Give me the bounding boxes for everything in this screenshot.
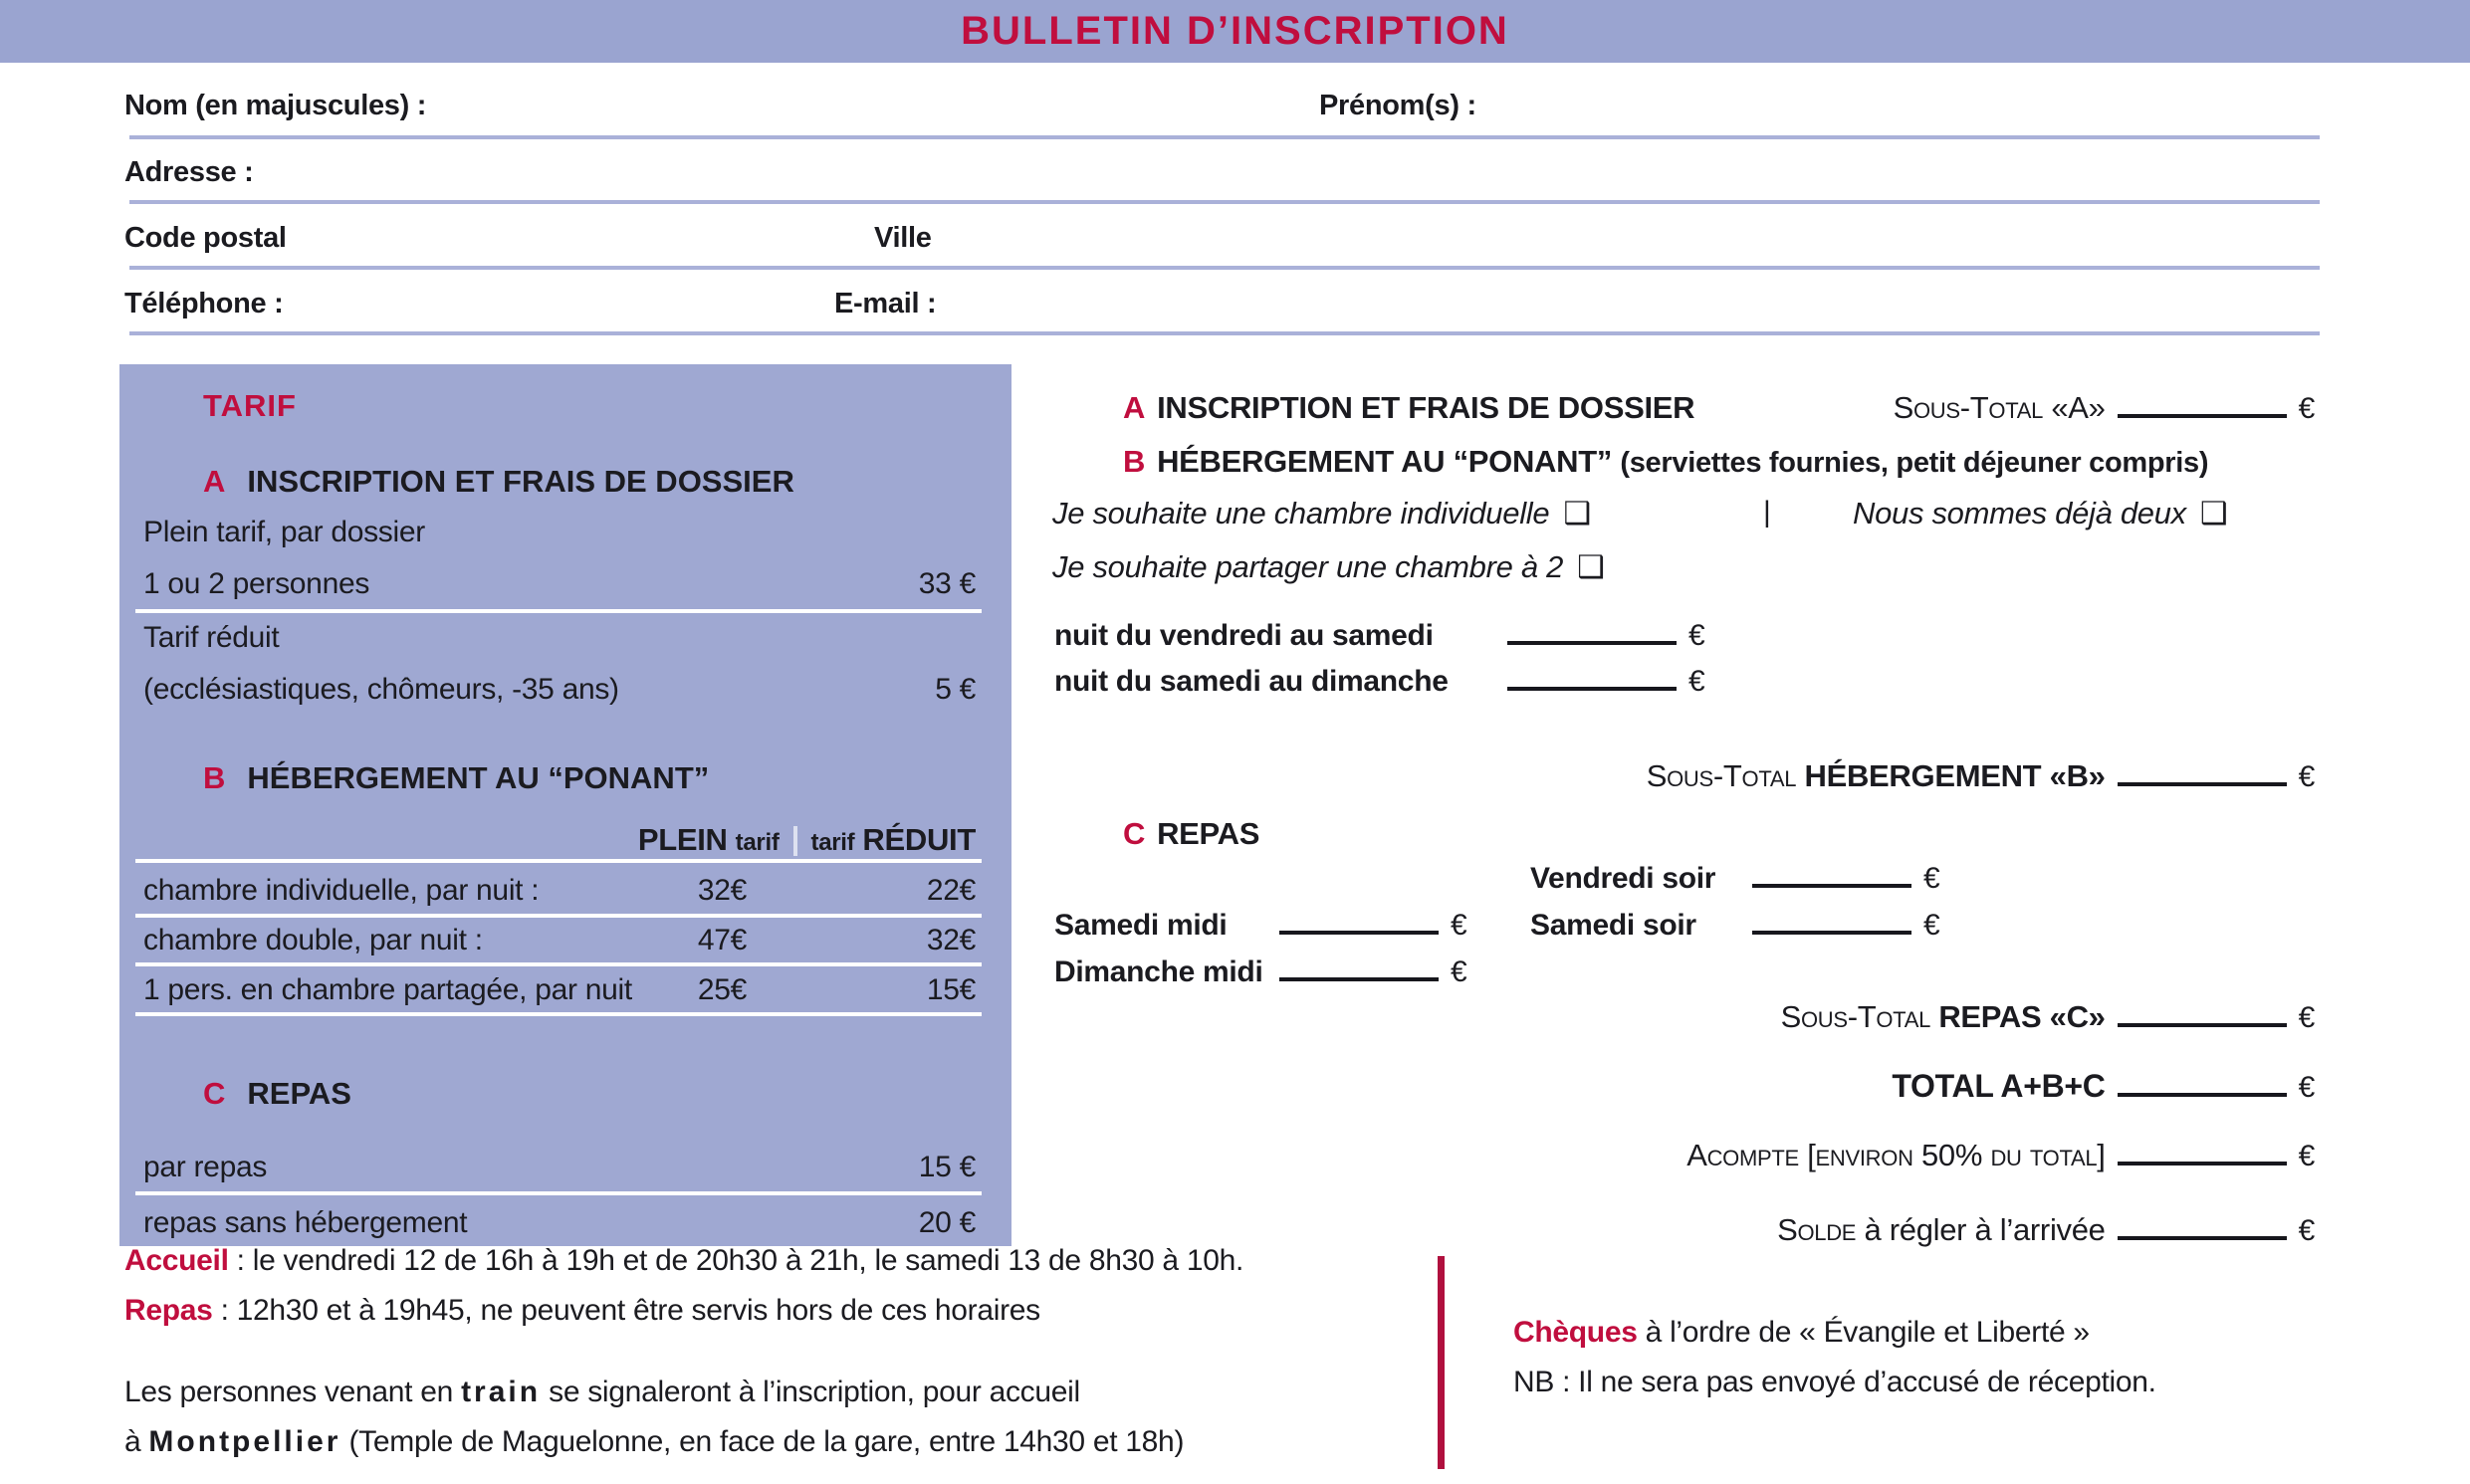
right-section-c-letter: C bbox=[1123, 816, 1146, 851]
option-already-two bbox=[1853, 496, 2227, 531]
subtotal-c-smallcaps: Sous-Total bbox=[1780, 999, 1930, 1034]
nb-note: NB : Il ne sera pas envoyé d’accusé de réception. bbox=[1513, 1366, 2156, 1398]
balance-smallcaps: Solde bbox=[1777, 1212, 1857, 1247]
code-postal-label: Code postal bbox=[124, 222, 287, 254]
already-two-checkbox[interactable]: ❑ bbox=[2199, 496, 2228, 530]
subtotal-c-row bbox=[1781, 999, 2315, 1035]
tarif-panel-title: TARIF bbox=[203, 388, 297, 423]
cheques-note-label: Chèques bbox=[1513, 1316, 1638, 1349]
euro-sign: € bbox=[1451, 955, 1467, 988]
accueil-note-text: : le vendredi 12 de 16h à 19h et de 20h30 à 21h, le samedi 13 de 8h30 à 10h. bbox=[228, 1244, 1244, 1277]
room-single-label: chambre individuelle, par nuit : bbox=[143, 874, 540, 907]
prenom-label: Prénom(s) : bbox=[1319, 90, 1476, 121]
panel-white-line bbox=[135, 1191, 982, 1195]
meal-sunday-noon-blank-field[interactable] bbox=[1279, 977, 1439, 981]
panel-white-line bbox=[135, 609, 982, 613]
table-row bbox=[143, 973, 976, 1007]
subtotal-a-label: Sous-Total «A» bbox=[1893, 390, 2106, 425]
room-double-reduced-price: 32€ bbox=[926, 924, 976, 956]
night-saturday-blank-field[interactable] bbox=[1507, 687, 1677, 691]
meal-saturday-evening-blank-field[interactable] bbox=[1752, 931, 1911, 935]
euro-sign: € bbox=[1923, 909, 1940, 942]
repas-note-label: Repas bbox=[124, 1294, 213, 1327]
adresse-label: Adresse : bbox=[124, 156, 254, 188]
right-section-b-letter: B bbox=[1123, 444, 1146, 479]
panel-row-tarif-reduit-label: Tarif réduit bbox=[143, 621, 280, 654]
panel-row-plein-tarif bbox=[143, 516, 976, 549]
table-row bbox=[143, 874, 976, 908]
night-friday-blank-field[interactable] bbox=[1507, 641, 1677, 645]
subtotal-b-row bbox=[1647, 758, 2315, 794]
panel-section-a-title: INSCRIPTION ET FRAIS DE DOSSIER bbox=[247, 464, 794, 499]
right-section-c-heading bbox=[1123, 816, 1259, 852]
email-label: E-mail : bbox=[834, 288, 937, 319]
room-shared-label: 1 pers. en chambre partagée, par nuit bbox=[143, 973, 632, 1006]
balance-row bbox=[1777, 1212, 2315, 1248]
right-section-a-letter: A bbox=[1123, 390, 1146, 425]
accueil-note bbox=[124, 1244, 1243, 1278]
panel-section-c-heading bbox=[203, 1076, 351, 1112]
balance-blank-field[interactable] bbox=[2118, 1236, 2287, 1240]
subtotal-a-row bbox=[1894, 390, 2315, 426]
panel-row-1ou2 bbox=[143, 567, 976, 601]
accueil-note-label: Accueil bbox=[124, 1244, 229, 1277]
deposit-blank-field[interactable] bbox=[2118, 1162, 2287, 1166]
panel-row-tarif-reduit bbox=[143, 621, 976, 655]
panel-section-c-letter: C bbox=[203, 1076, 226, 1111]
col-plein-strong: PLEIN bbox=[637, 822, 728, 857]
right-section-b-note: (serviettes fournies, petit déjeuner compris) bbox=[1620, 447, 2209, 479]
panel-row-ecclesiastiques-price: 5 € bbox=[935, 673, 976, 706]
telephone-label: Téléphone : bbox=[124, 288, 284, 319]
euro-sign: € bbox=[1923, 862, 1940, 895]
title-band bbox=[0, 0, 2470, 63]
montpellier-bold: Montpellier bbox=[148, 1425, 341, 1458]
repas-note-text: : 12h30 et à 19h45, ne peuvent être servis hors de ces horaires bbox=[212, 1294, 1040, 1327]
room-double-full-price: 47€ bbox=[697, 924, 747, 956]
room-shared-full-price: 25€ bbox=[697, 973, 747, 1006]
panel-row-repas-sans-hebergement-price: 20 € bbox=[918, 1206, 976, 1239]
meal-saturday-noon-blank-field[interactable] bbox=[1279, 931, 1439, 935]
cheques-note-text: à l’ordre de « Évangile et Liberté » bbox=[1637, 1316, 2090, 1349]
panel-row-repas-sans-hebergement-label: repas sans hébergement bbox=[143, 1206, 468, 1239]
panel-section-b-letter: B bbox=[203, 760, 226, 795]
right-section-a-heading bbox=[1123, 390, 1694, 426]
panel-row-par-repas-price: 15 € bbox=[918, 1151, 976, 1183]
euro-sign: € bbox=[1451, 909, 1467, 942]
page-title: BULLETIN D’INSCRIPTION bbox=[961, 9, 1509, 53]
train-note-line2 bbox=[124, 1425, 1184, 1459]
montpellier-pre: à bbox=[124, 1425, 149, 1458]
option-single-room bbox=[1052, 496, 1591, 531]
night-friday-label: nuit du vendredi au samedi bbox=[1054, 619, 1434, 652]
night-saturday-label: nuit du samedi au dimanche bbox=[1054, 665, 1449, 698]
night-saturday-row bbox=[1054, 665, 1704, 699]
panel-white-line bbox=[135, 914, 982, 918]
panel-row-1ou2-label: 1 ou 2 personnes bbox=[143, 567, 370, 600]
euro-sign: € bbox=[2298, 760, 2315, 793]
panel-row-ecclesiastiques bbox=[143, 673, 976, 707]
ville-label: Ville bbox=[874, 222, 932, 254]
nom-field-line[interactable] bbox=[129, 135, 2320, 139]
deposit-row bbox=[1686, 1138, 2315, 1173]
euro-sign: € bbox=[2298, 1214, 2315, 1247]
euro-sign: € bbox=[2298, 1071, 2315, 1104]
panel-b-column-header bbox=[143, 822, 976, 858]
total-blank-field[interactable] bbox=[2118, 1093, 2287, 1097]
panel-white-line bbox=[135, 859, 982, 863]
code-postal-field-line[interactable] bbox=[129, 266, 2320, 270]
option-single-room-label: Je souhaite une chambre individuelle bbox=[1052, 496, 1550, 530]
meal-saturday-evening-label: Samedi soir bbox=[1530, 909, 1696, 942]
room-shared-reduced-price: 15€ bbox=[926, 973, 976, 1006]
telephone-field-line[interactable] bbox=[129, 331, 2320, 335]
subtotal-b-rest: HÉBERGEMENT «B» bbox=[1796, 758, 2106, 793]
panel-white-line bbox=[135, 1012, 982, 1016]
single-room-checkbox[interactable]: ❑ bbox=[1563, 496, 1591, 530]
panel-section-a-heading bbox=[203, 464, 794, 500]
right-section-b-heading bbox=[1123, 444, 2208, 480]
panel-white-line bbox=[135, 962, 982, 966]
meal-friday-evening-row bbox=[1530, 862, 1939, 896]
panel-section-a-letter: A bbox=[203, 464, 226, 499]
options-divider: | bbox=[1763, 496, 1771, 529]
right-section-b-title: HÉBERGEMENT AU “PONANT” bbox=[1157, 444, 1621, 479]
meal-saturday-noon-row bbox=[1054, 909, 1466, 943]
col-plein-small: tarif bbox=[735, 829, 780, 856]
panel-row-1ou2-price: 33 € bbox=[918, 567, 976, 600]
col-reduit-strong: RÉDUIT bbox=[862, 822, 976, 857]
panel-row-plein-tarif-label: Plein tarif, par dossier bbox=[143, 516, 425, 548]
subtotal-c-blank-field[interactable] bbox=[2118, 1023, 2287, 1027]
room-single-reduced-price: 22€ bbox=[926, 874, 976, 907]
room-double-label: chambre double, par nuit : bbox=[143, 924, 483, 956]
panel-row-par-repas bbox=[143, 1151, 976, 1184]
column-divider bbox=[793, 826, 797, 856]
subtotal-b-blank-field[interactable] bbox=[2118, 782, 2287, 786]
tarif-panel bbox=[119, 364, 1011, 1246]
train-note-line1 bbox=[124, 1376, 1080, 1409]
panel-section-b-title: HÉBERGEMENT AU “PONANT” bbox=[247, 760, 710, 795]
deposit-label: Acompte [environ 50% du total] bbox=[1686, 1138, 2106, 1172]
right-section-a-title: INSCRIPTION ET FRAIS DE DOSSIER bbox=[1157, 390, 1695, 425]
room-single-full-price: 32€ bbox=[697, 874, 747, 907]
col-reduit-small: tarif bbox=[810, 829, 855, 856]
option-share-room-label: Je souhaite partager une chambre à 2 bbox=[1052, 549, 1564, 584]
option-already-two-label: Nous sommes déjà deux bbox=[1853, 496, 2186, 530]
meal-sunday-noon-label: Dimanche midi bbox=[1054, 955, 1263, 988]
total-label: TOTAL A+B+C bbox=[1892, 1068, 2106, 1104]
right-section-c-title: REPAS bbox=[1157, 816, 1260, 851]
train-note-pre: Les personnes venant en bbox=[124, 1376, 462, 1408]
euro-sign: € bbox=[2298, 1001, 2315, 1034]
train-note-post: se signaleront à l’inscription, pour accueil bbox=[541, 1376, 1080, 1408]
balance-rest: à régler à l’arrivée bbox=[1856, 1212, 2106, 1247]
cheques-note bbox=[1513, 1316, 2090, 1350]
montpellier-post: (Temple de Maguelonne, en face de la gare, entre 14h30 et 18h) bbox=[340, 1425, 1185, 1458]
panel-row-repas-sans-hebergement bbox=[143, 1206, 976, 1240]
panel-row-ecclesiastiques-label: (ecclésiastiques, chômeurs, -35 ans) bbox=[143, 673, 619, 706]
adresse-field-line[interactable] bbox=[129, 200, 2320, 204]
table-row bbox=[143, 924, 976, 957]
train-note-bold: train bbox=[461, 1376, 542, 1408]
repas-note bbox=[124, 1294, 1040, 1328]
subtotal-c-rest: REPAS «C» bbox=[1930, 999, 2106, 1034]
euro-sign: € bbox=[2298, 392, 2315, 425]
meal-friday-evening-label: Vendredi soir bbox=[1530, 862, 1716, 895]
notes-vertical-divider bbox=[1438, 1256, 1445, 1469]
euro-sign: € bbox=[1688, 619, 1705, 652]
night-friday-row bbox=[1054, 619, 1704, 653]
panel-row-par-repas-label: par repas bbox=[143, 1151, 268, 1183]
option-share-room bbox=[1052, 549, 1605, 585]
panel-section-b-heading bbox=[203, 760, 709, 796]
meal-saturday-noon-label: Samedi midi bbox=[1054, 909, 1228, 942]
meal-saturday-evening-row bbox=[1530, 909, 1939, 943]
nom-label: Nom (en majuscules) : bbox=[124, 90, 427, 121]
meal-sunday-noon-row bbox=[1054, 955, 1466, 989]
euro-sign: € bbox=[1688, 665, 1705, 698]
total-row bbox=[1892, 1068, 2315, 1105]
panel-section-c-title: REPAS bbox=[247, 1076, 351, 1111]
meal-friday-evening-blank-field[interactable] bbox=[1752, 884, 1911, 888]
share-room-checkbox[interactable]: ❑ bbox=[1577, 549, 1605, 584]
subtotal-a-blank-field[interactable] bbox=[2118, 414, 2287, 418]
subtotal-b-smallcaps: Sous-Total bbox=[1646, 758, 1797, 793]
euro-sign: € bbox=[2298, 1140, 2315, 1172]
